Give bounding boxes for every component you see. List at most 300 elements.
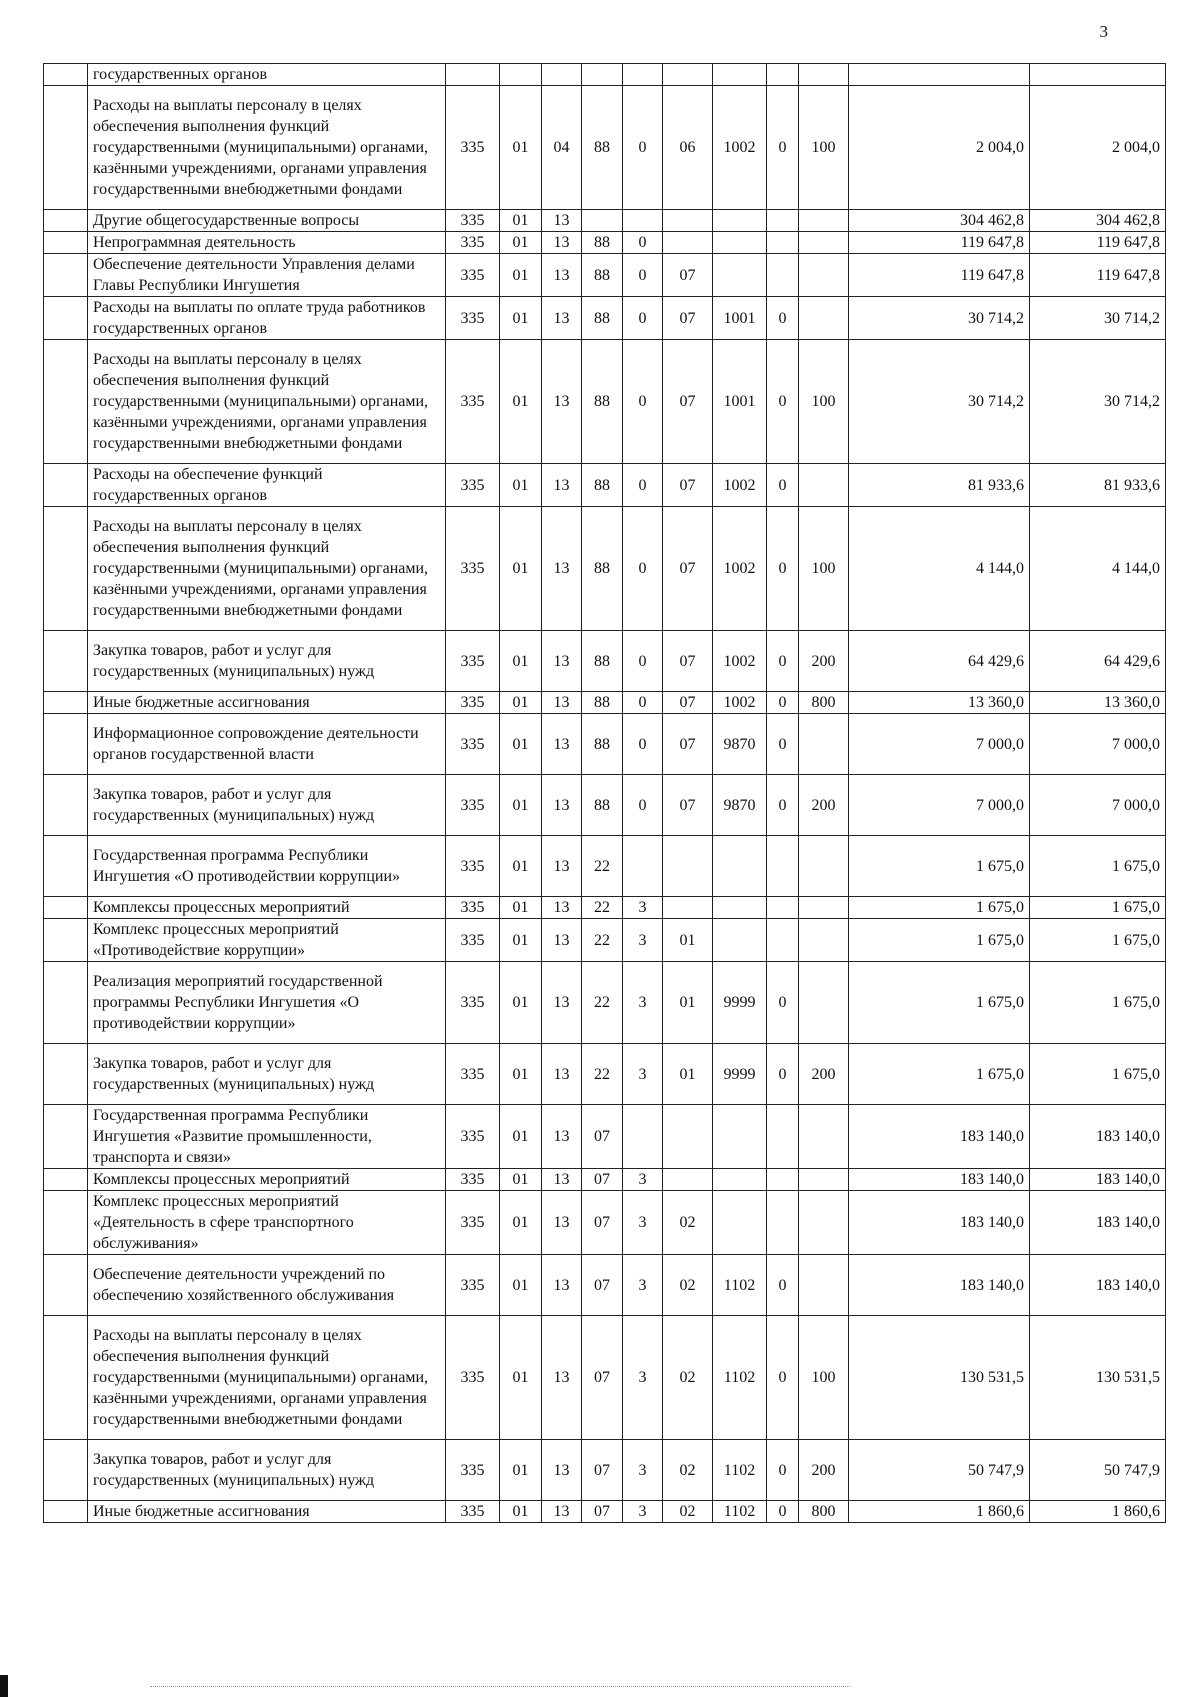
code-cell-c2: 01 (500, 232, 542, 254)
code-cell-c1: 335 (446, 1440, 500, 1501)
amount-cell-v1: 1 675,0 (849, 1044, 1030, 1105)
code-cell-c5: 0 (623, 297, 663, 340)
code-cell-c1: 335 (446, 836, 500, 897)
code-cell-c4: 88 (582, 692, 623, 714)
code-cell-c3: 13 (542, 232, 582, 254)
code-cell-c5: 3 (623, 897, 663, 919)
code-cell-c4 (582, 210, 623, 232)
amount-cell-v2: 2 004,0 (1030, 86, 1166, 210)
row-name: Иные бюджетные ассигнования (88, 692, 446, 714)
code-cell-c9 (799, 210, 849, 232)
code-cell-c3: 13 (542, 297, 582, 340)
code-cell-c4: 88 (582, 714, 623, 775)
code-cell-c1: 335 (446, 297, 500, 340)
code-cell-c7 (713, 919, 767, 962)
code-cell-c2: 01 (500, 1191, 542, 1255)
amount-cell-v2: 64 429,6 (1030, 631, 1166, 692)
code-cell-c8: 0 (767, 1440, 799, 1501)
amount-cell-v1: 64 429,6 (849, 631, 1030, 692)
code-cell-c4: 88 (582, 507, 623, 631)
code-cell-c2: 01 (500, 714, 542, 775)
row-name: Расходы на обеспечение функций государственных органов (88, 464, 446, 507)
code-cell-c9 (799, 836, 849, 897)
code-cell-c5: 0 (623, 714, 663, 775)
code-cell-c8: 0 (767, 1501, 799, 1523)
scan-noise-line (150, 1686, 850, 1687)
amount-cell-v2: 130 531,5 (1030, 1316, 1166, 1440)
code-cell-c5 (623, 836, 663, 897)
code-cell-c9 (799, 1255, 849, 1316)
code-cell-c8: 0 (767, 1316, 799, 1440)
table-row (44, 1105, 1166, 1169)
code-cell-c9: 200 (799, 1440, 849, 1501)
code-cell-c1: 335 (446, 464, 500, 507)
amount-cell-v2 (1030, 64, 1166, 86)
code-cell-c4: 07 (582, 1169, 623, 1191)
code-cell-c9 (799, 962, 849, 1044)
page-number: 3 (1099, 22, 1108, 41)
code-cell-c9 (799, 64, 849, 86)
table-row (44, 897, 1166, 919)
table-row (44, 1044, 1166, 1105)
code-cell-c3: 13 (542, 775, 582, 836)
amount-cell-v1: 4 144,0 (849, 507, 1030, 631)
row-name: Обеспечение деятельности Управления делами Главы Республики Ингушетия (88, 254, 446, 297)
table-row (44, 962, 1166, 1044)
code-cell-c3: 13 (542, 507, 582, 631)
code-cell-c1: 335 (446, 692, 500, 714)
code-cell-c2: 01 (500, 464, 542, 507)
row-name: Комплекс процессных мероприятий «Противодействие коррупции» (88, 919, 446, 962)
code-cell-c8: 0 (767, 86, 799, 210)
row-index-cell (44, 254, 88, 297)
code-cell-c6 (663, 1169, 713, 1191)
amount-cell-v2: 30 714,2 (1030, 297, 1166, 340)
amount-cell-v1: 50 747,9 (849, 1440, 1030, 1501)
code-cell-c9: 100 (799, 507, 849, 631)
code-cell-c2: 01 (500, 836, 542, 897)
code-cell-c3: 13 (542, 1440, 582, 1501)
amount-cell-v2: 1 860,6 (1030, 1501, 1166, 1523)
table-row (44, 836, 1166, 897)
code-cell-c5: 0 (623, 775, 663, 836)
code-cell-c6 (663, 232, 713, 254)
code-cell-c9: 200 (799, 1044, 849, 1105)
amount-cell-v1 (849, 64, 1030, 86)
code-cell-c5: 3 (623, 1169, 663, 1191)
row-name: Расходы на выплаты по оплате труда работников государственных органов (88, 297, 446, 340)
code-cell-c1: 335 (446, 1169, 500, 1191)
amount-cell-v2: 7 000,0 (1030, 714, 1166, 775)
row-index-cell (44, 1044, 88, 1105)
code-cell-c8 (767, 64, 799, 86)
code-cell-c1: 335 (446, 507, 500, 631)
code-cell-c5: 3 (623, 1044, 663, 1105)
row-name: Реализация мероприятий государственной программы Республики Ингушетия «О противодействии коррупции» (88, 962, 446, 1044)
code-cell-c7: 1001 (713, 340, 767, 464)
amount-cell-v1: 183 140,0 (849, 1191, 1030, 1255)
code-cell-c3: 13 (542, 1169, 582, 1191)
amount-cell-v1: 2 004,0 (849, 86, 1030, 210)
code-cell-c9 (799, 919, 849, 962)
code-cell-c3: 13 (542, 692, 582, 714)
row-name: Закупка товаров, работ и услуг для государственных (муниципальных) нужд (88, 1440, 446, 1501)
code-cell-c7 (713, 897, 767, 919)
amount-cell-v1: 304 462,8 (849, 210, 1030, 232)
code-cell-c7: 9999 (713, 962, 767, 1044)
row-name: Государственная программа Республики Ингушетия «Развитие промышленности, транспорта и связи» (88, 1105, 446, 1169)
code-cell-c6 (663, 1105, 713, 1169)
code-cell-c2: 01 (500, 210, 542, 232)
row-name: государственных органов (88, 64, 446, 86)
row-index-cell (44, 775, 88, 836)
code-cell-c6: 06 (663, 86, 713, 210)
code-cell-c7: 1002 (713, 464, 767, 507)
row-index-cell (44, 631, 88, 692)
code-cell-c7: 1002 (713, 692, 767, 714)
row-name: Закупка товаров, работ и услуг для государственных (муниципальных) нужд (88, 1044, 446, 1105)
code-cell-c2: 01 (500, 340, 542, 464)
code-cell-c5 (623, 210, 663, 232)
code-cell-c3: 13 (542, 254, 582, 297)
code-cell-c1: 335 (446, 210, 500, 232)
amount-cell-v2: 183 140,0 (1030, 1105, 1166, 1169)
code-cell-c2: 01 (500, 1105, 542, 1169)
amount-cell-v2: 183 140,0 (1030, 1191, 1166, 1255)
code-cell-c6 (663, 210, 713, 232)
code-cell-c9 (799, 464, 849, 507)
row-name: Комплексы процессных мероприятий (88, 1169, 446, 1191)
amount-cell-v1: 13 360,0 (849, 692, 1030, 714)
amount-cell-v1: 1 675,0 (849, 897, 1030, 919)
code-cell-c8: 0 (767, 714, 799, 775)
code-cell-c5: 3 (623, 962, 663, 1044)
code-cell-c4: 88 (582, 297, 623, 340)
row-index-cell (44, 1316, 88, 1440)
row-name: Обеспечение деятельности учреждений по обеспечению хозяйственного обслуживания (88, 1255, 446, 1316)
code-cell-c1: 335 (446, 254, 500, 297)
code-cell-c4: 07 (582, 1316, 623, 1440)
code-cell-c5: 3 (623, 1501, 663, 1523)
row-index-cell (44, 86, 88, 210)
code-cell-c2 (500, 64, 542, 86)
row-index-cell (44, 919, 88, 962)
code-cell-c9: 200 (799, 631, 849, 692)
code-cell-c3: 13 (542, 464, 582, 507)
code-cell-c8: 0 (767, 507, 799, 631)
table-row (44, 1255, 1166, 1316)
code-cell-c5 (623, 1105, 663, 1169)
code-cell-c8 (767, 1191, 799, 1255)
code-cell-c8 (767, 254, 799, 297)
code-cell-c9: 100 (799, 340, 849, 464)
amount-cell-v1: 183 140,0 (849, 1255, 1030, 1316)
code-cell-c1: 335 (446, 1255, 500, 1316)
code-cell-c1: 335 (446, 897, 500, 919)
code-cell-c8: 0 (767, 1044, 799, 1105)
amount-cell-v2: 1 675,0 (1030, 919, 1166, 962)
table-row (44, 631, 1166, 692)
table-row (44, 714, 1166, 775)
code-cell-c6: 07 (663, 507, 713, 631)
code-cell-c2: 01 (500, 775, 542, 836)
amount-cell-v2: 1 675,0 (1030, 1044, 1166, 1105)
code-cell-c8 (767, 919, 799, 962)
row-name: Непрограммная деятельность (88, 232, 446, 254)
scan-edge-mark (0, 1675, 8, 1697)
code-cell-c9: 200 (799, 775, 849, 836)
code-cell-c3: 13 (542, 836, 582, 897)
row-name: Комплекс процессных мероприятий «Деятельность в сфере транспортного обслуживания» (88, 1191, 446, 1255)
amount-cell-v1: 30 714,2 (849, 297, 1030, 340)
table-row (44, 775, 1166, 836)
code-cell-c9: 100 (799, 86, 849, 210)
code-cell-c5: 3 (623, 1191, 663, 1255)
row-name: Комплексы процессных мероприятий (88, 897, 446, 919)
code-cell-c3: 13 (542, 897, 582, 919)
code-cell-c5: 0 (623, 464, 663, 507)
code-cell-c9: 800 (799, 692, 849, 714)
row-name: Информационное сопровождение деятельности органов государственной власти (88, 714, 446, 775)
code-cell-c7: 1102 (713, 1316, 767, 1440)
code-cell-c7 (713, 64, 767, 86)
code-cell-c8: 0 (767, 775, 799, 836)
code-cell-c7 (713, 1169, 767, 1191)
row-index-cell (44, 1440, 88, 1501)
row-name: Расходы на выплаты персоналу в целях обеспечения выполнения функций государственными (муниципальными) органами, казёнными учреждениями, органами управления государственными внебюджетными фондами (88, 340, 446, 464)
code-cell-c9 (799, 1191, 849, 1255)
row-index-cell (44, 897, 88, 919)
code-cell-c5: 0 (623, 254, 663, 297)
table-row (44, 340, 1166, 464)
code-cell-c5 (623, 64, 663, 86)
row-index-cell (44, 232, 88, 254)
code-cell-c5: 0 (623, 86, 663, 210)
code-cell-c3: 13 (542, 1191, 582, 1255)
table-row (44, 1501, 1166, 1523)
code-cell-c7 (713, 836, 767, 897)
code-cell-c2: 01 (500, 86, 542, 210)
code-cell-c2: 01 (500, 919, 542, 962)
amount-cell-v2: 304 462,8 (1030, 210, 1166, 232)
code-cell-c1: 335 (446, 86, 500, 210)
code-cell-c3: 04 (542, 86, 582, 210)
row-name: Расходы на выплаты персоналу в целях обеспечения выполнения функций государственными (муниципальными) органами, казёнными учреждениями, органами управления государственными внебюджетными фондами (88, 507, 446, 631)
code-cell-c4: 22 (582, 919, 623, 962)
row-index-cell (44, 1255, 88, 1316)
code-cell-c4: 07 (582, 1255, 623, 1316)
amount-cell-v2: 119 647,8 (1030, 254, 1166, 297)
amount-cell-v2: 1 675,0 (1030, 962, 1166, 1044)
amount-cell-v1: 7 000,0 (849, 714, 1030, 775)
code-cell-c6: 07 (663, 714, 713, 775)
code-cell-c4: 07 (582, 1501, 623, 1523)
code-cell-c4: 07 (582, 1105, 623, 1169)
code-cell-c6: 07 (663, 297, 713, 340)
code-cell-c3: 13 (542, 1105, 582, 1169)
code-cell-c9 (799, 1105, 849, 1169)
code-cell-c6: 02 (663, 1191, 713, 1255)
code-cell-c4: 22 (582, 1044, 623, 1105)
row-index-cell (44, 64, 88, 86)
code-cell-c2: 01 (500, 1044, 542, 1105)
row-name: Государственная программа Республики Ингушетия «О противодействии коррупции» (88, 836, 446, 897)
code-cell-c6: 07 (663, 340, 713, 464)
code-cell-c6: 01 (663, 919, 713, 962)
code-cell-c7: 1001 (713, 297, 767, 340)
code-cell-c5: 3 (623, 1255, 663, 1316)
code-cell-c8: 0 (767, 1255, 799, 1316)
amount-cell-v1: 119 647,8 (849, 254, 1030, 297)
code-cell-c5: 0 (623, 507, 663, 631)
row-index-cell (44, 297, 88, 340)
code-cell-c1: 335 (446, 1316, 500, 1440)
code-cell-c1: 335 (446, 1501, 500, 1523)
code-cell-c1: 335 (446, 1191, 500, 1255)
table-row (44, 1169, 1166, 1191)
code-cell-c7 (713, 1191, 767, 1255)
budget-table (43, 63, 1166, 1523)
amount-cell-v1: 1 860,6 (849, 1501, 1030, 1523)
code-cell-c7: 1102 (713, 1501, 767, 1523)
code-cell-c3: 13 (542, 340, 582, 464)
code-cell-c1: 335 (446, 775, 500, 836)
code-cell-c4: 88 (582, 254, 623, 297)
code-cell-c2: 01 (500, 1316, 542, 1440)
code-cell-c6: 01 (663, 962, 713, 1044)
code-cell-c7: 1102 (713, 1440, 767, 1501)
code-cell-c2: 01 (500, 254, 542, 297)
code-cell-c4: 07 (582, 1440, 623, 1501)
code-cell-c2: 01 (500, 897, 542, 919)
row-index-cell (44, 836, 88, 897)
code-cell-c1: 335 (446, 340, 500, 464)
amount-cell-v1: 81 933,6 (849, 464, 1030, 507)
code-cell-c7: 1002 (713, 86, 767, 210)
code-cell-c4: 88 (582, 232, 623, 254)
code-cell-c5: 0 (623, 232, 663, 254)
code-cell-c4: 22 (582, 836, 623, 897)
code-cell-c5: 0 (623, 340, 663, 464)
code-cell-c6: 07 (663, 775, 713, 836)
amount-cell-v2: 183 140,0 (1030, 1169, 1166, 1191)
code-cell-c2: 01 (500, 1501, 542, 1523)
row-index-cell (44, 714, 88, 775)
code-cell-c9 (799, 254, 849, 297)
code-cell-c6: 07 (663, 254, 713, 297)
amount-cell-v2: 30 714,2 (1030, 340, 1166, 464)
amount-cell-v1: 130 531,5 (849, 1316, 1030, 1440)
code-cell-c5: 0 (623, 692, 663, 714)
code-cell-c9 (799, 1169, 849, 1191)
code-cell-c1: 335 (446, 631, 500, 692)
row-index-cell (44, 1105, 88, 1169)
code-cell-c5: 3 (623, 1440, 663, 1501)
row-name: Расходы на выплаты персоналу в целях обеспечения выполнения функций государственными (муниципальными) органами, казёнными учреждениями, органами управления государственными внебюджетными фондами (88, 1316, 446, 1440)
code-cell-c7: 9999 (713, 1044, 767, 1105)
code-cell-c8: 0 (767, 340, 799, 464)
table-row (44, 1191, 1166, 1255)
code-cell-c1: 335 (446, 1044, 500, 1105)
amount-cell-v2: 50 747,9 (1030, 1440, 1166, 1501)
code-cell-c1: 335 (446, 232, 500, 254)
code-cell-c8: 0 (767, 464, 799, 507)
code-cell-c9 (799, 232, 849, 254)
table-row (44, 297, 1166, 340)
code-cell-c6 (663, 836, 713, 897)
amount-cell-v2: 1 675,0 (1030, 836, 1166, 897)
row-index-cell (44, 1191, 88, 1255)
code-cell-c6 (663, 897, 713, 919)
row-name: Расходы на выплаты персоналу в целях обеспечения выполнения функций государственными (муниципальными) органами, казёнными учреждениями, органами управления государственными внебюджетными фондами (88, 86, 446, 210)
amount-cell-v1: 183 140,0 (849, 1169, 1030, 1191)
row-index-cell (44, 1169, 88, 1191)
amount-cell-v2: 4 144,0 (1030, 507, 1166, 631)
code-cell-c8 (767, 1105, 799, 1169)
code-cell-c2: 01 (500, 297, 542, 340)
code-cell-c7: 1002 (713, 507, 767, 631)
code-cell-c4: 22 (582, 897, 623, 919)
table-row (44, 254, 1166, 297)
code-cell-c8 (767, 836, 799, 897)
code-cell-c7: 1002 (713, 631, 767, 692)
code-cell-c4 (582, 64, 623, 86)
row-index-cell (44, 1501, 88, 1523)
table-row (44, 210, 1166, 232)
code-cell-c4: 88 (582, 86, 623, 210)
table-row (44, 232, 1166, 254)
code-cell-c8: 0 (767, 962, 799, 1044)
amount-cell-v1: 119 647,8 (849, 232, 1030, 254)
code-cell-c3: 13 (542, 1255, 582, 1316)
code-cell-c3: 13 (542, 1044, 582, 1105)
code-cell-c6: 02 (663, 1316, 713, 1440)
code-cell-c7 (713, 232, 767, 254)
amount-cell-v2: 183 140,0 (1030, 1255, 1166, 1316)
row-index-cell (44, 210, 88, 232)
table-row (44, 64, 1166, 86)
code-cell-c3 (542, 64, 582, 86)
code-cell-c9 (799, 714, 849, 775)
code-cell-c4: 88 (582, 464, 623, 507)
code-cell-c9 (799, 897, 849, 919)
amount-cell-v1: 7 000,0 (849, 775, 1030, 836)
code-cell-c7: 1102 (713, 1255, 767, 1316)
row-index-cell (44, 340, 88, 464)
code-cell-c3: 13 (542, 210, 582, 232)
code-cell-c2: 01 (500, 507, 542, 631)
code-cell-c6: 01 (663, 1044, 713, 1105)
code-cell-c2: 01 (500, 1169, 542, 1191)
code-cell-c6: 02 (663, 1255, 713, 1316)
code-cell-c9: 800 (799, 1501, 849, 1523)
amount-cell-v2: 119 647,8 (1030, 232, 1166, 254)
code-cell-c6 (663, 64, 713, 86)
code-cell-c3: 13 (542, 1316, 582, 1440)
amount-cell-v2: 81 933,6 (1030, 464, 1166, 507)
code-cell-c8: 0 (767, 692, 799, 714)
code-cell-c4: 07 (582, 1191, 623, 1255)
row-index-cell (44, 962, 88, 1044)
amount-cell-v1: 1 675,0 (849, 919, 1030, 962)
code-cell-c3: 13 (542, 919, 582, 962)
row-index-cell (44, 507, 88, 631)
code-cell-c4: 22 (582, 962, 623, 1044)
table-row (44, 1440, 1166, 1501)
code-cell-c9: 100 (799, 1316, 849, 1440)
code-cell-c2: 01 (500, 962, 542, 1044)
code-cell-c5: 0 (623, 631, 663, 692)
